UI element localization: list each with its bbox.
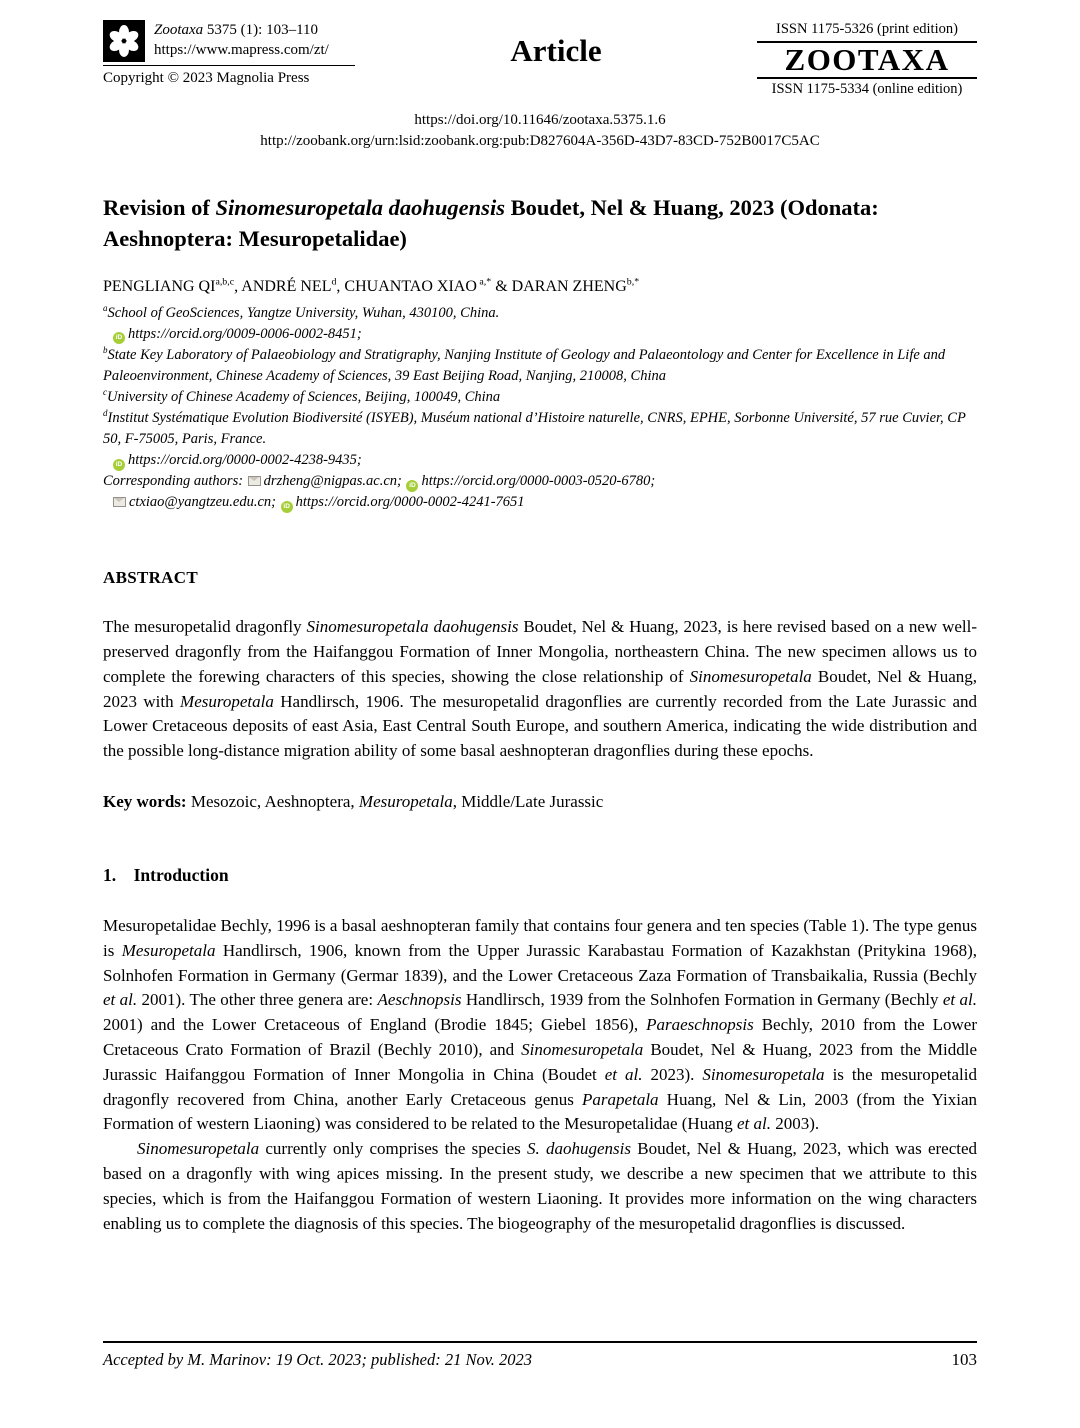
text-segment: Boudet, Nel & Huang, 2023, which was erected based on a dragonfly with wing apices missing. In the present study, we describe a new specimen that we attribute to this species, which is from the Haifanggou Formation of western Liaoning. It provides more information on the wing characters enabling us to complete the diagnosis of this species. The biogeography of the mesuropetalid dragonflies is discussed.	[103, 1139, 978, 1233]
abstract-paragraph	[103, 615, 977, 764]
text-segment: Zootaxa	[154, 22, 204, 38]
text-segment: et al.	[942, 990, 978, 1010]
journal-header-left	[103, 20, 355, 89]
identifier-links	[103, 110, 977, 152]
affiliation-c	[103, 387, 977, 408]
text-segment: currently only comprises the species	[259, 1139, 528, 1159]
introduction-paragraph-1	[103, 914, 977, 1137]
link[interactable]: https://orcid.org/0009-0006-0002-8451;	[128, 325, 362, 342]
text-segment: Boudet, Nel & Huang, 2023 from the Middle Jurassic Haifanggou Formation of Inner Mongolia in China (Boudet	[103, 1040, 978, 1084]
corresponding-authors-line[interactable]	[103, 471, 977, 492]
text-segment: a,*	[476, 276, 492, 288]
text-segment: Parapetala	[582, 1089, 659, 1109]
abstract-heading: ABSTRACT	[103, 568, 198, 588]
text-segment: Mesozoic, Aeshnoptera,	[186, 791, 359, 811]
text-segment: et al.	[737, 1114, 771, 1134]
text-segment: Sinomesuropetala	[689, 666, 812, 686]
issn-online: ISSN 1175-5334 (online edition)	[771, 81, 963, 98]
text-segment: Paraeschnopsis	[646, 1015, 754, 1035]
article-type-label: Article	[510, 33, 602, 68]
header-divider	[103, 65, 355, 66]
keywords-line	[103, 792, 977, 812]
text-segment: Sinomesuropetala	[137, 1139, 260, 1159]
text-segment: , CHUANTAO XIAO	[336, 277, 477, 295]
text-segment: Mesuropetala	[180, 691, 274, 711]
text-segment: 2001) and the Lower Cretaceous of England (Brodie 1845; Giebel 1856),	[103, 1015, 647, 1035]
article-title	[103, 192, 977, 254]
text-segment: Mesuropetalidae Bechly, 1996 is a basal aeshnopteran family that contains four genera and ten species (Table 1). The type genus is	[103, 915, 978, 960]
text-segment: d	[331, 276, 337, 288]
copyright-line: Copyright © 2023 Magnolia Press	[103, 70, 310, 86]
journal-header	[103, 20, 977, 100]
corresponding-authors-line-2[interactable]	[103, 492, 977, 513]
affiliation-d	[103, 408, 977, 450]
orcid-line-2[interactable]	[103, 450, 977, 471]
link[interactable]: https://orcid.org/0000-0003-0520-6780;	[421, 473, 656, 490]
text-segment: The mesuropetalid dragonfly	[103, 617, 307, 637]
text-segment: 5375 (1): 103–110	[203, 22, 319, 38]
introduction-paragraph-2	[103, 1137, 977, 1236]
text-segment: Mesuropetala	[121, 940, 216, 960]
affiliation-b	[103, 345, 977, 387]
zoobank-link[interactable]: http://zoobank.org/urn:lsid:zoobank.org:pub:D827604A-356D-43D7-83CD-752B0017C5AC	[260, 132, 820, 149]
text-segment: Bechly, 2010 from the Lower Cretaceous Crato Formation of Brazil (Bechly 2010), and	[103, 1015, 977, 1060]
journal-wordmark: ZOOTAXA	[757, 41, 977, 80]
text-segment: PENGLIANG QI	[103, 277, 216, 295]
text-segment: Key words:	[103, 791, 187, 811]
text-segment: 2023).	[642, 1064, 703, 1084]
page-number: 103	[951, 1350, 977, 1369]
text-segment: b,*	[626, 276, 640, 288]
text-segment: a	[103, 303, 108, 314]
issn-print: ISSN 1175-5326 (print edition)	[776, 21, 958, 37]
text-segment: Boudet, Nel & Huang, 2023 with	[103, 666, 977, 711]
text-segment: Revision of	[103, 194, 216, 220]
text-segment: Handlirsch, 1906. The mesuropetalid dragonflies are currently recorded from the Late Jurassic and Lower Cretaceous deposits of east Asia, East Central South Europe, and southern America, indicating the wide distribution and the possible long-distance migration ability of some basal aeshnopteran dragonflies during these epochs.	[103, 691, 977, 761]
text-segment: Sinomesuropetala	[702, 1064, 825, 1084]
text-segment: Handlirsch, 1906, known from the Upper Jurassic Karabastau Formation of Kazakhstan (Pritykina 1968), Solnhofen Formation in Germany (Germar 1839), and the Lower Cretaceous Zaza Formation of Transbaikalia, Russia (Bechly	[103, 940, 978, 985]
page-footer	[103, 1341, 977, 1370]
doi-link[interactable]: https://doi.org/10.11646/zootaxa.5375.1.6	[414, 111, 666, 128]
text-segment: 2003).	[771, 1114, 820, 1134]
text-segment: Boudet, Nel & Huang, 2023, is here revised based on a new well-preserved dragonfly from the Haifanggou Formation of Inner Mongolia, northeastern China. The new specimen allows us to complete the forewing characters of this species, showing the close relationship of	[103, 617, 978, 686]
text-segment: Mesuropetala	[358, 791, 453, 811]
orcid-icon: iD	[281, 501, 293, 513]
text-segment: c	[103, 387, 107, 398]
text-segment: Boudet, Nel & Huang, 2023 (Odonata: Aeshnoptera: Mesuropetalidae)	[103, 194, 879, 251]
introduction-heading: 1. Introduction	[103, 864, 229, 885]
text-segment: & DARAN ZHENG	[491, 277, 627, 295]
journal-header-right	[757, 20, 977, 100]
text-segment: Sinomesuropetala daohugensis	[306, 617, 519, 637]
affiliations-block	[103, 303, 977, 513]
affiliation-a	[103, 303, 977, 324]
text-segment: d	[103, 408, 108, 419]
text-segment: is the mesuropetalid dragonfly recovered from China, another Early Cretaceous genus	[103, 1064, 978, 1109]
text-segment: State Key Laboratory of Palaeobiology and Stratigraphy, Nanjing Institute of Geology and Palaeontology and Center for Excellence in Life and Paleoenvironment, Chinese Academy of Sciences, 39 East Beijing Road, Nanjing, 210008, China	[103, 346, 946, 384]
email-icon	[248, 476, 261, 486]
link[interactable]: https://orcid.org/0000-0002-4238-9435;	[128, 452, 362, 469]
text-segment: , Middle/Late Jurassic	[452, 791, 604, 811]
orcid-line-1[interactable]	[103, 324, 977, 345]
text-segment: Aeschnopsis	[377, 990, 462, 1010]
email-icon	[113, 497, 126, 507]
text-segment: School of GeoSciences, Yangtze University, Wuhan, 430100, China.	[107, 304, 500, 321]
link[interactable]: ctxiao@yangtzeu.edu.cn;	[129, 494, 280, 511]
text-segment: Corresponding authors:	[103, 473, 247, 490]
journal-site-link[interactable]: https://www.mapress.com/zt/	[154, 41, 329, 58]
journal-issue-ref	[154, 21, 329, 41]
orcid-icon: iD	[113, 332, 125, 344]
orcid-icon: iD	[406, 480, 418, 492]
link[interactable]: https://orcid.org/0000-0002-4241-7651	[295, 494, 525, 511]
orcid-icon: iD	[113, 459, 125, 471]
accepted-published-line: Accepted by M. Marinov: 19 Oct. 2023; published: 21 Nov. 2023	[103, 1350, 533, 1369]
text-segment: Huang, Nel & Lin, 2003 (from the Yixian Formation of western Liaoning) was considered to be related to the Mesuropetalidae (Huang	[103, 1089, 977, 1134]
text-segment: 2001). The other three genera are:	[137, 990, 378, 1010]
magnolia-press-logo-icon	[103, 20, 145, 62]
text-segment: , ANDRÉ NEL	[234, 277, 332, 295]
text-segment: b	[103, 345, 108, 356]
text-segment: Institut Systématique Evolution Biodiversité (ISYEB), Muséum national d’Histoire naturelle, CNRS, EPHE, Sorbonne Université, 57 rue Cuvier, CP 50, F-75005, Paris, France.	[103, 410, 966, 448]
authors-line	[103, 278, 977, 296]
text-segment: a,b,c	[215, 276, 235, 288]
text-segment: Sinomesuropetala daohugensis	[215, 194, 505, 220]
text-segment: et al.	[604, 1064, 643, 1084]
link[interactable]: drzheng@nigpas.ac.cn;	[263, 473, 406, 490]
text-segment: S. daohugensis	[527, 1139, 632, 1159]
text-segment: University of Chinese Academy of Sciences, Beijing, 100049, China	[107, 389, 501, 405]
text-segment: et al.	[103, 990, 138, 1010]
text-segment: Sinomesuropetala	[521, 1040, 644, 1060]
text-segment: Handlirsch, 1939 from the Solnhofen Formation in Germany (Bechly	[461, 990, 943, 1010]
